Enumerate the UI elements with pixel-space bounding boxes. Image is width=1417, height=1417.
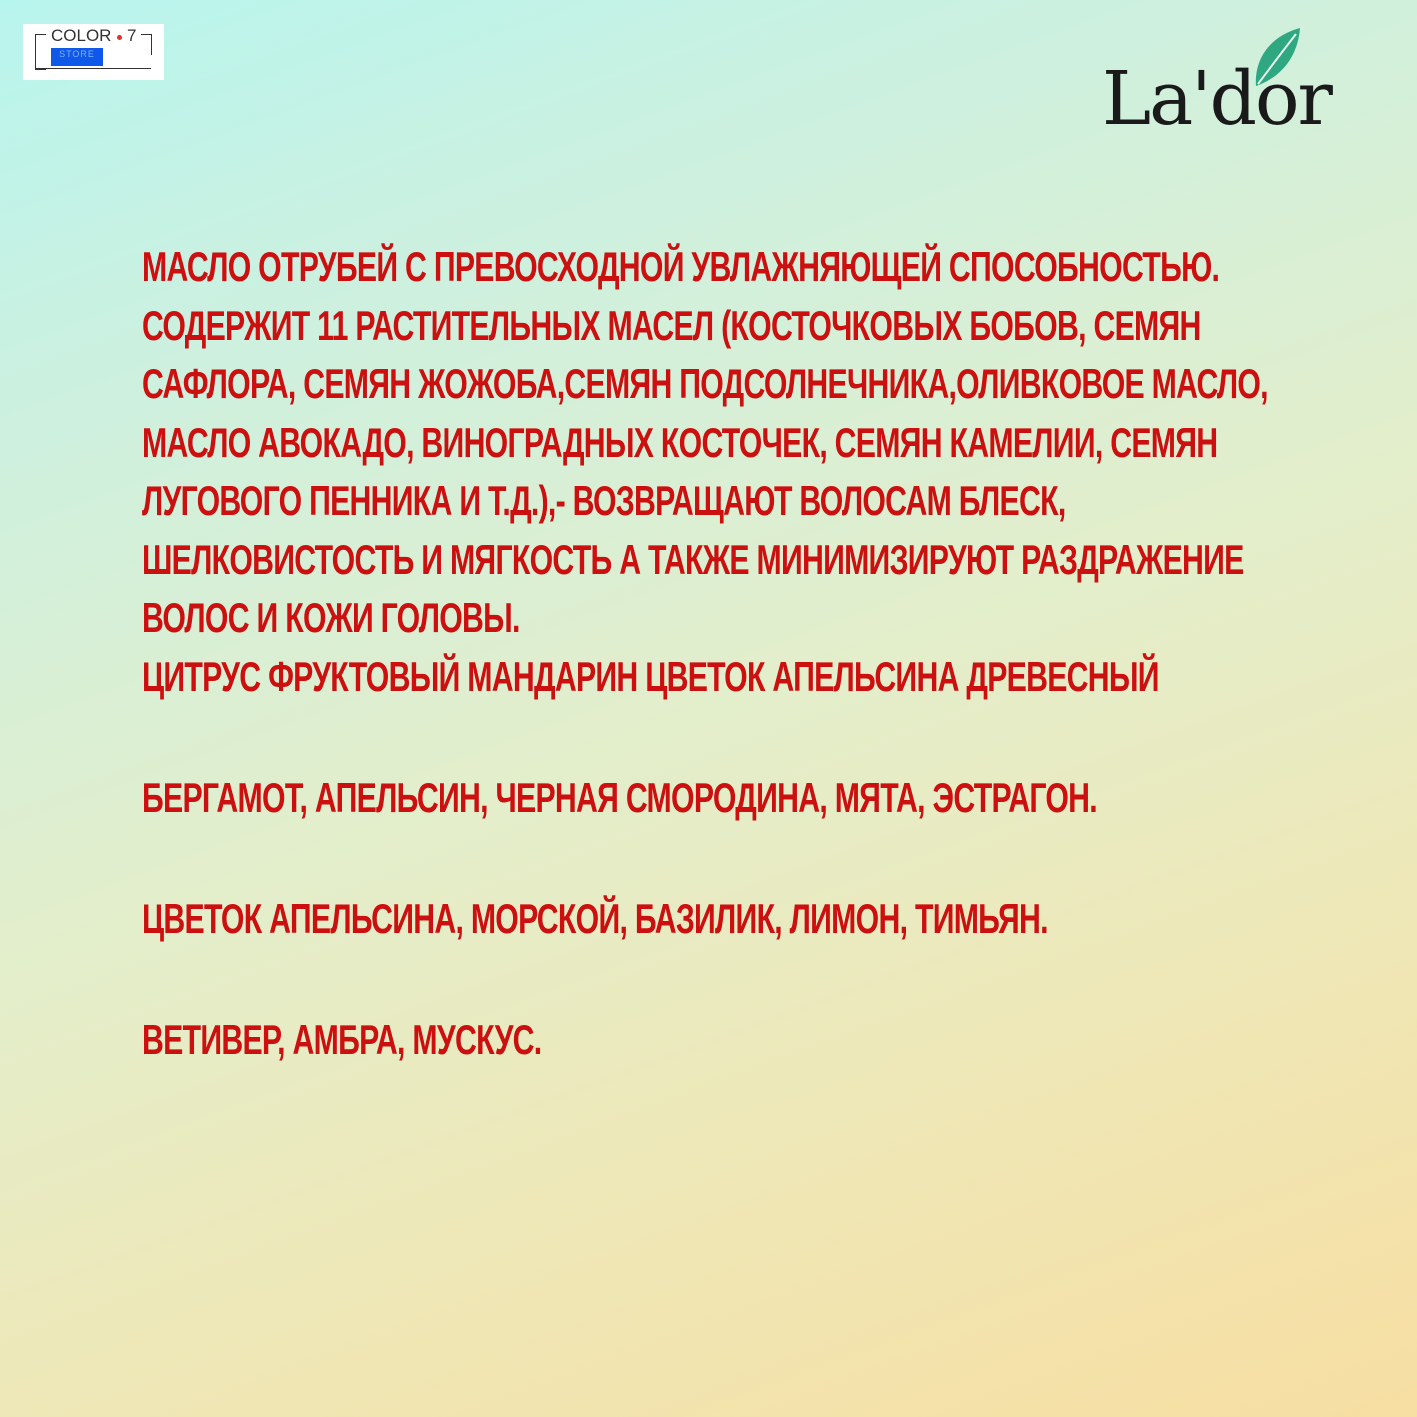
top-notes-text: БЕРГАМОТ, АПЕЛЬСИН, ЧЕРНАЯ СМОРОДИНА, МЯТА, ЭСТРАГОН. xyxy=(142,774,1097,821)
lador-wordmark: La'dor xyxy=(1102,56,1331,142)
store-logo xyxy=(23,24,164,80)
store-logo-dot xyxy=(117,35,122,40)
product-description xyxy=(142,238,1322,1132)
store-logo-bar: STORE xyxy=(51,48,103,66)
logo-frame-left xyxy=(35,34,46,70)
store-logo-number: 7 xyxy=(127,26,137,45)
notes-types-text: ЦИТРУС ФРУКТОВЫЙ МАНДАРИН ЦВЕТОК АПЕЛЬСИНА ДРЕВЕСНЫЙ xyxy=(142,653,1159,700)
description-text: МАСЛО ОТРУБЕЙ С ПРЕВОСХОДНОЙ УВЛАЖНЯЮЩЕЙ СПОСОБНОСТЬЮ. СОДЕРЖИТ 11 РАСТИТЕЛЬНЫХ МАСЕЛ (КОСТОЧКОВЫХ БОБОВ, СЕМЯН САФЛОРА, СЕМЯН ЖОЖОБА,СЕМЯН ПОДСОЛНЕЧНИКА,ОЛИВКОВОЕ МАСЛО, МАСЛО АВОКАДО, ВИНОГРАДНЫХ КОСТОЧЕК, СЕМЯН КАМЕЛИИ, СЕМЯН ЛУГОВОГО ПЕННИКА И Т.Д.),- ВОЗВРАЩАЮТ ВОЛОСАМ БЛЕСК, ШЕЛКОВИСТОСТЬ И МЯГКОСТЬ А ТАКЖЕ МИНИМИЗИРУЮТ РАЗДРАЖЕНИЕ ВОЛОС И КОЖИ ГОЛОВЫ. xyxy=(142,243,1268,641)
lador-logo xyxy=(1098,24,1343,144)
middle-notes-text: ЦВЕТОК АПЕЛЬСИНА, МОРСКОЙ, БАЗИЛИК, ЛИМОН, ТИМЬЯН. xyxy=(142,895,1048,942)
logo-frame-right xyxy=(141,34,152,55)
store-logo-brand: COLOR xyxy=(51,26,112,45)
logo-frame-bottom xyxy=(35,68,151,69)
base-notes-text: ВЕТИВЕР, АМБРА, МУСКУС. xyxy=(142,1016,542,1063)
